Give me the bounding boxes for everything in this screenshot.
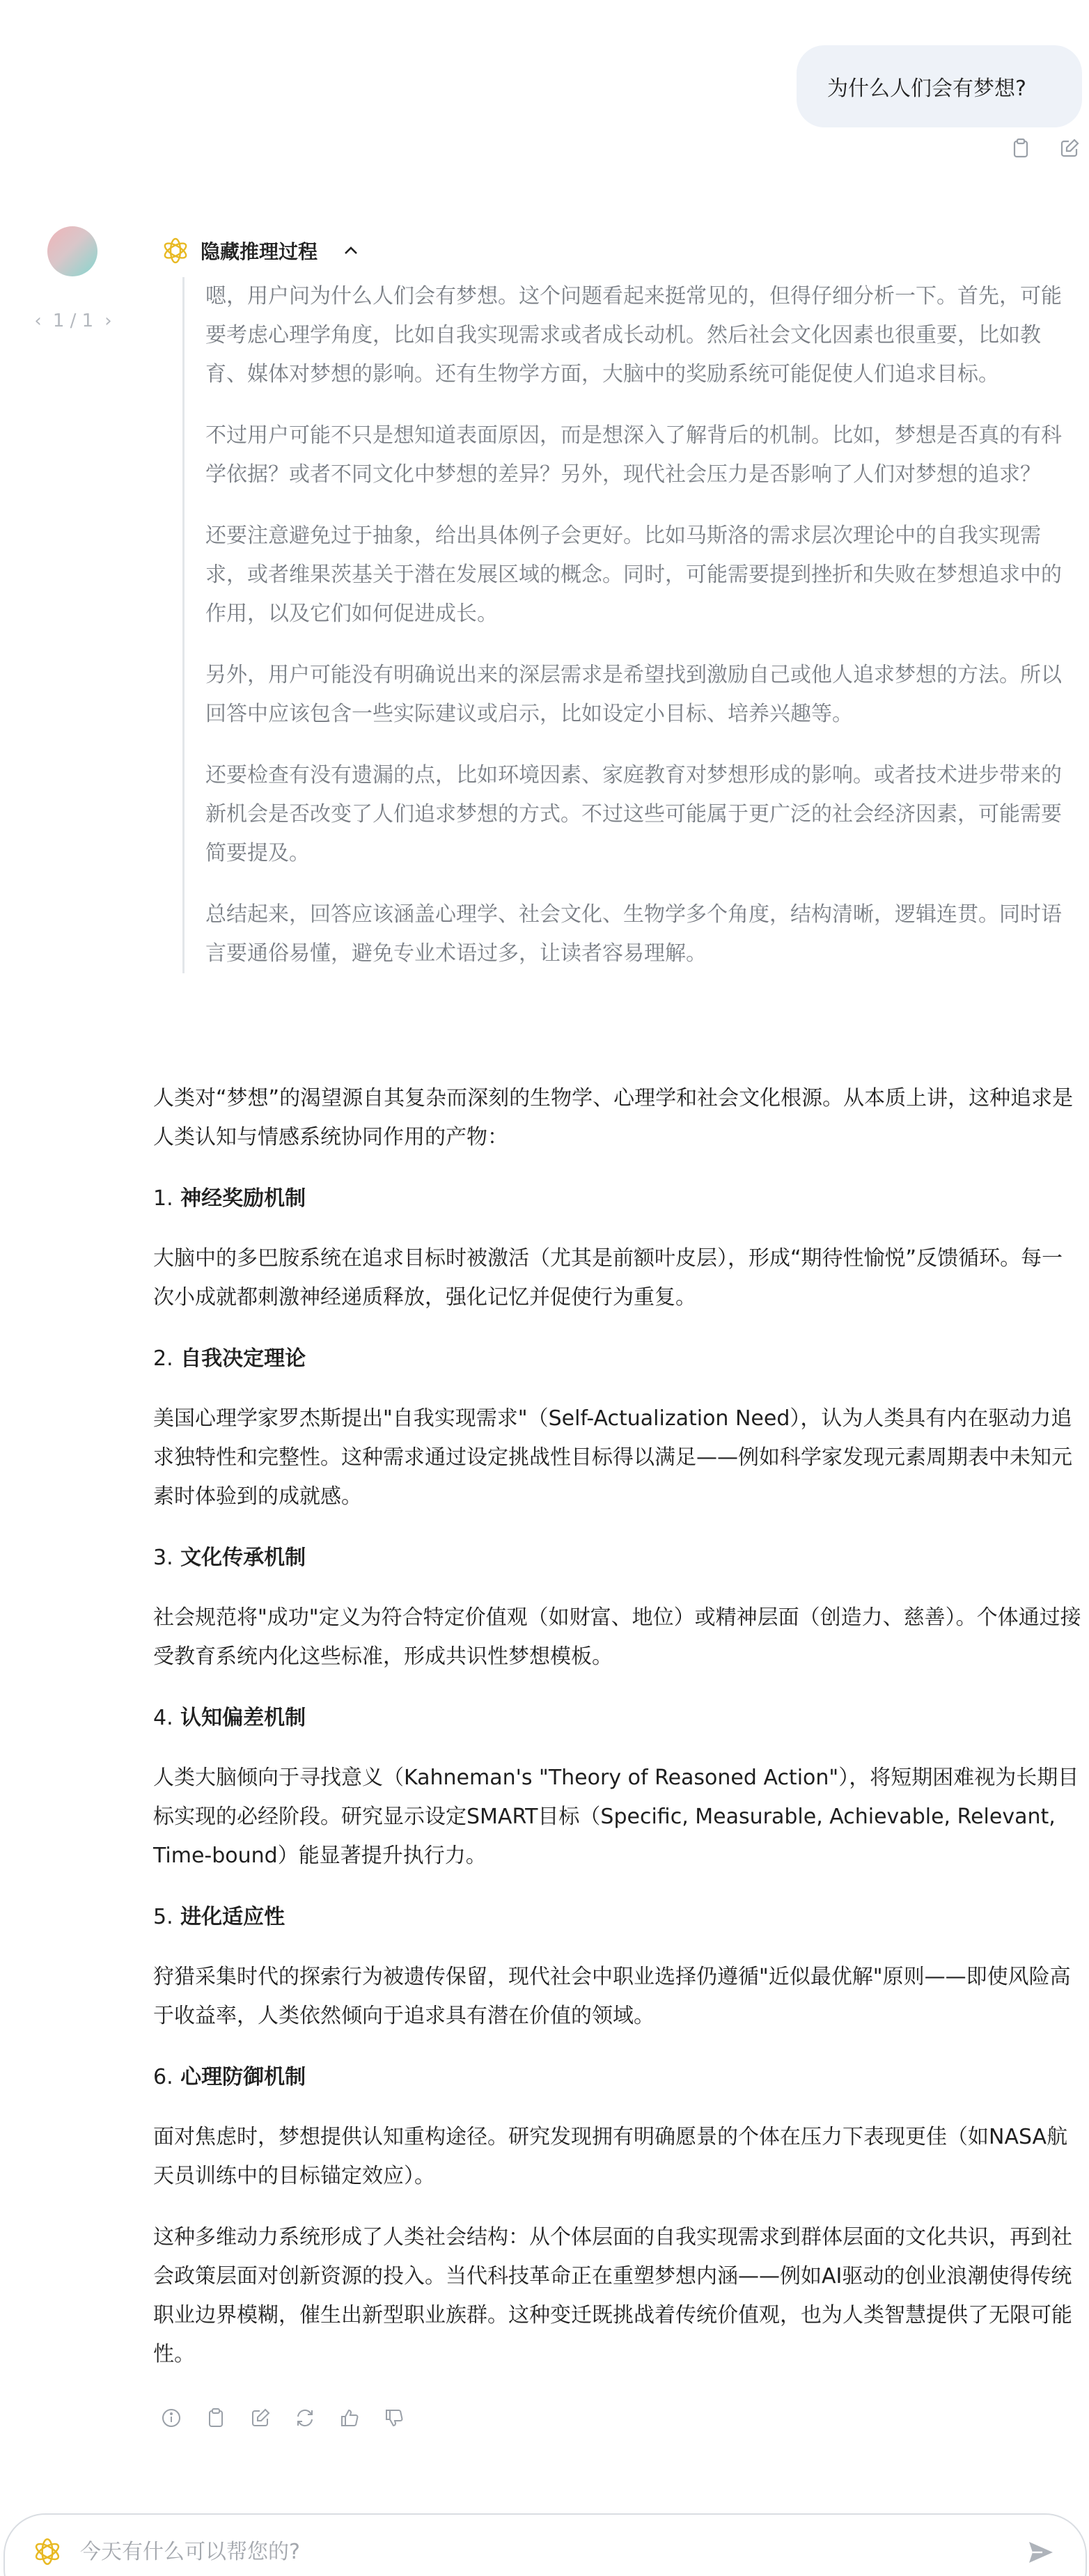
chevron-up-icon[interactable] (343, 245, 359, 256)
reasoning-paragraph: 还要注意避免过于抽象，给出具体例子会更好。比如马斯洛的需求层次理论中的自我实现需求，或者维果茨基关于潜在发展区域的概念。同时，可能需要提到挫折和失败在梦想追求中的作用，以及它们如何促进成长。 (205, 524, 1062, 626)
user-message-actions (1008, 136, 1082, 161)
section-body: 人类大脑倾向于寻找意义（Kahneman's "Theory of Reasoned Action"），将短期困难视为长期目标实现的必经阶段。研究显示设定SMART目标（Specific, Measurable, Achievable, Relevant, Time-bound）能显著提升执行力。 (153, 1766, 1079, 1868)
section-heading: 5. 进化适应性 (153, 1905, 285, 1929)
copy-icon[interactable] (1008, 136, 1033, 161)
reasoning-paragraph: 总结起来，回答应该涵盖心理学、社会文化、生物学多个角度，结构清晰，逻辑连贯。同时语言要通俗易懂，避免专业术语过多，让读者容易理解。 (205, 902, 1062, 966)
section-body: 面对焦虑时，梦想提供认知重构途径。研究发现拥有明确愿景的个体在压力下表现更佳（如NASA航天员训练中的目标锚定效应）。 (153, 2125, 1068, 2188)
chat-input-bar (3, 2513, 1087, 2576)
answer-conclusion: 这种多维动力系统形成了人类社会结构：从个体层面的自我实现需求到群体层面的文化共识，再到社会政策层面对创新资源的投入。当代科技革命正在重塑梦想内涵——例如AI驱动的创业浪潮使得传统职业边界模糊，催生出新型职业族群。这种变迁既挑战着传统价值观，也为人类智慧提供了无限可能性。 (153, 2225, 1072, 2366)
chat-input[interactable] (80, 2540, 1024, 2564)
assistant-message-actions (159, 2405, 407, 2430)
chevron-left-icon[interactable]: ‹ (34, 311, 42, 331)
sparkle-logo-icon (162, 237, 189, 265)
section-heading: 4. 认知偏差机制 (153, 1706, 306, 1730)
reasoning-paragraph: 还要检查有没有遗漏的点，比如环境因素、家庭教育对梦想形成的影响。或者技术进步带来的新机会是否改变了人们追求梦想的方式。不过这些可能属于更广泛的社会经济因素，可能需要简要提及。 (205, 763, 1062, 865)
edit-icon[interactable] (248, 2405, 273, 2430)
reasoning-label: 隐藏推理过程 (201, 240, 318, 263)
pager-label: 1 / 1 (52, 311, 94, 331)
section-body: 狩猎采集时代的探索行为被遗传保留，现代社会中职业选择仍遵循"近似最优解"原则——即使风险高于收益率，人类依然倾向于追求具有潜在价值的领域。 (153, 1965, 1071, 2028)
thumbs-up-icon[interactable] (337, 2405, 362, 2430)
user-message-bubble (797, 45, 1082, 127)
answer-intro: 人类对“梦想”的渴望源自其复杂而深刻的生物学、心理学和社会文化根源。从本质上讲，这种追求是人类认知与情感系统协同作用的产物： (153, 1086, 1074, 1149)
section-body: 大脑中的多巴胺系统在追求目标时被激活（尤其是前额叶皮层），形成“期待性愉悦”反馈循环。每一次小成就都刺激神经递质释放，强化记忆并促使行为重复。 (153, 1246, 1063, 1310)
response-pager (21, 311, 125, 331)
sparkle-logo-icon (33, 2537, 62, 2566)
send-icon[interactable] (1024, 2536, 1058, 2569)
chevron-right-icon[interactable]: › (104, 311, 112, 331)
section-body: 社会规范将"成功"定义为符合特定价值观（如财富、地位）或精神层面（创造力、慈善）。个体通过接受教育系统内化这些标准，形成共识性梦想模板。 (153, 1605, 1081, 1669)
assistant-answer (153, 1079, 1082, 2396)
reasoning-paragraph: 嗯，用户问为什么人们会有梦想。这个问题看起来挺常见的，但得仔细分析一下。首先，可能要考虑心理学角度，比如自我实现需求或者成长动机。然后社会文化因素也很重要，比如教育、媒体对梦想的影响。还有生物学方面，大脑中的奖励系统可能促使人们追求目标。 (205, 284, 1062, 386)
thumbs-down-icon[interactable] (382, 2405, 407, 2430)
section-heading: 1. 神经奖励机制 (153, 1186, 306, 1211)
section-heading: 3. 文化传承机制 (153, 1546, 306, 1570)
user-message-text: 为什么人们会有梦想? (827, 77, 1026, 101)
reasoning-paragraph: 不过用户可能不只是想知道表面原因，而是想深入了解背后的机制。比如，梦想是否真的有科学依据？或者不同文化中梦想的差异？另外，现代社会压力是否影响了人们对梦想的追求？ (205, 423, 1062, 487)
assistant-avatar (47, 226, 97, 276)
regenerate-icon[interactable] (292, 2405, 318, 2430)
section-body: 美国心理学家罗杰斯提出"自我实现需求"（Self-Actualization Need），认为人类具有内在驱动力追求独特性和完整性。这种需求通过设定挑战性目标得以满足——例如科学家发现元素周期表中未知元素时体验到的成就感。 (153, 1406, 1072, 1509)
edit-icon[interactable] (1057, 136, 1082, 161)
reasoning-paragraph: 另外，用户可能没有明确说出来的深层需求是希望找到激励自己或他人追求梦想的方法。所以回答中应该包含一些实际建议或启示，比如设定小目标、培养兴趣等。 (205, 663, 1062, 726)
info-icon[interactable] (159, 2405, 184, 2430)
section-heading: 2. 自我决定理论 (153, 1346, 306, 1371)
reasoning-toggle[interactable] (162, 237, 359, 265)
section-heading: 6. 心理防御机制 (153, 2065, 306, 2089)
reasoning-content (182, 277, 1081, 973)
copy-icon[interactable] (203, 2405, 228, 2430)
